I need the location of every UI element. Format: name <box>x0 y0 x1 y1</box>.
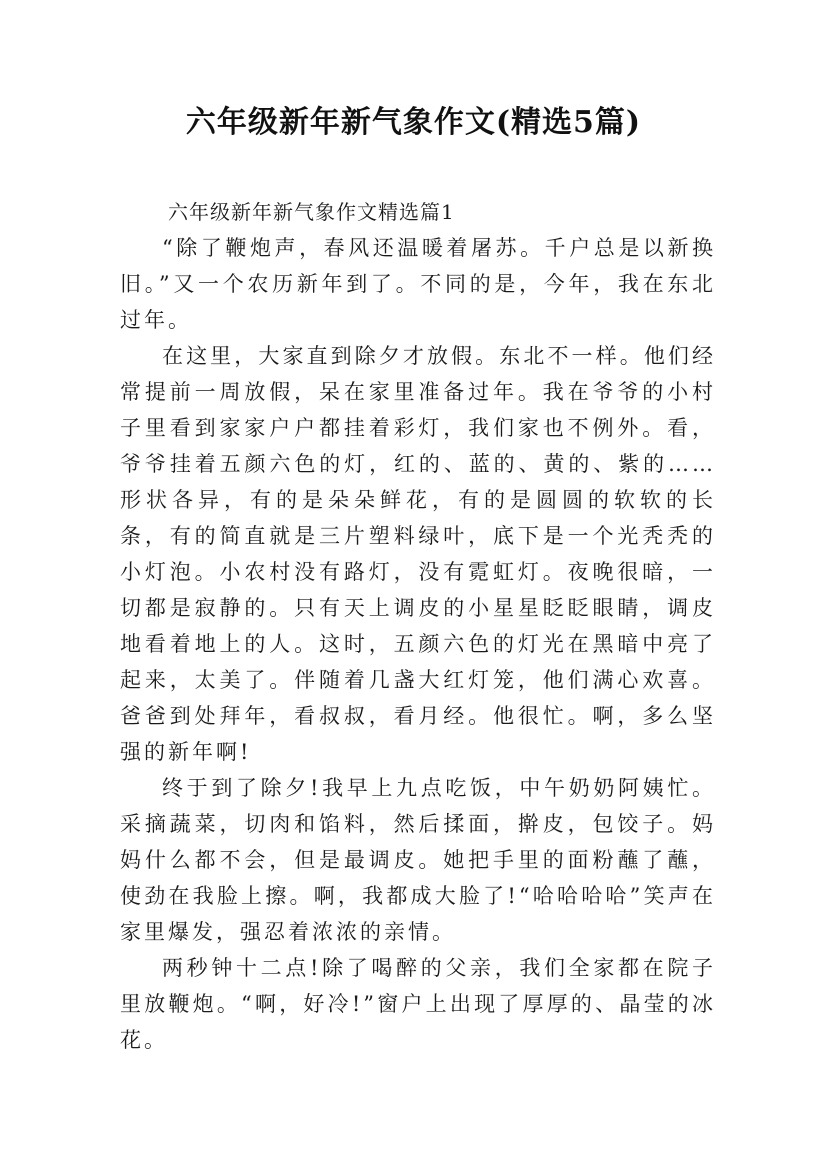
paragraph-2: 在这里，大家直到除夕才放假。东北不一样。他们经常提前一周放假，呆在家里准备过年。我在爷爷的小村子里看到家家户户都挂着彩灯，我们家也不例外。看，爷爷挂着五颜六色的灯，红的、蓝的、黄的、紫的……形状各异，有的是朵朵鲜花，有的是圆圆的软软的长条，有的简直就是三片塑料绿叶，底下是一个光秃秃的小灯泡。小农村没有路灯，没有霓虹灯。夜晚很暗，一切都是寂静的。只有天上调皮的小星星眨眨眼睛，调皮地看着地上的人。这时，五颜六色的灯光在黑暗中亮了起来，太美了。伴随着几盏大红灯笼，他们满心欢喜。爸爸到处拜年，看叔叔，看月经。他很忙。啊，多么坚强的新年啊! <box>120 344 716 764</box>
paragraph-3: 终于到了除夕!我早上九点吃饭，中午奶奶阿姨忙。采摘蔬菜，切肉和馅料，然后揉面，擀皮，包饺子。妈妈什么都不会，但是最调皮。她把手里的面粉蘸了蘸，使劲在我脸上擦。啊，我都成大脸了!“哈哈哈哈”笑声在家里爆发，强忍着浓浓的亲情。 <box>120 776 716 944</box>
document-title: 六年级新年新气象作文(精选5篇) <box>185 105 642 140</box>
document-body <box>120 194 716 1058</box>
paragraph-1: “除了鞭炮声，春风还温暖着屠苏。千户总是以新换旧。”又一个农历新年到了。不同的是，今年，我在东北过年。 <box>120 236 716 332</box>
paragraph-4: 两秒钟十二点!除了喝醉的父亲，我们全家都在院子里放鞭炮。“啊，好冷!”窗户上出现了厚厚的、晶莹的冰花。 <box>120 956 716 1052</box>
section-heading: 六年级新年新气象作文精选篇1 <box>168 200 455 224</box>
